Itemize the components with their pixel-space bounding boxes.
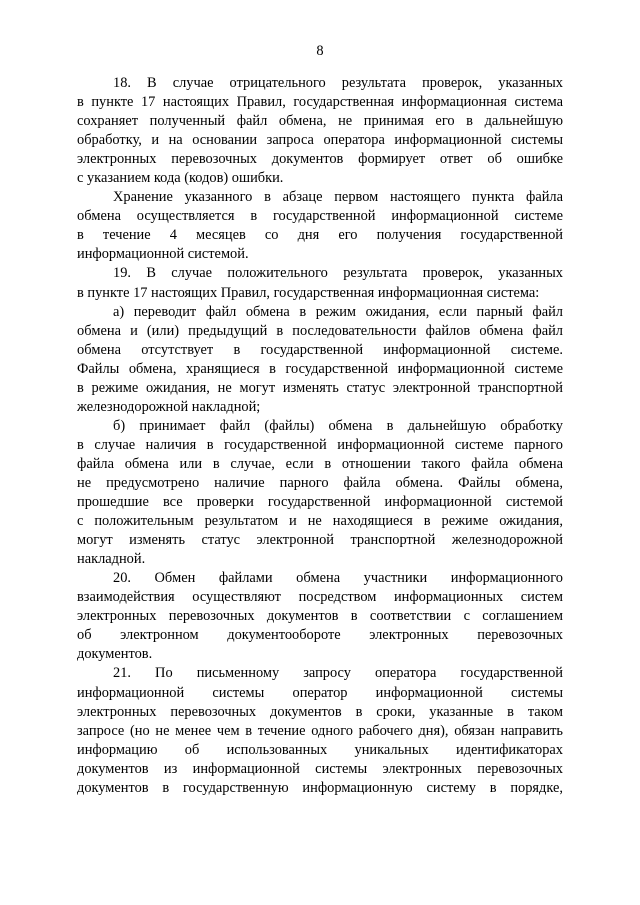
paragraph [77,188,563,264]
paragraph-line: запросе (но не менее чем в течение одного рабочего дня), обязан направить [77,722,563,739]
paragraph [77,417,563,569]
paragraph-line: информацию об использованных уникальных идентификаторах [77,741,563,758]
paragraph-line: обмена отсутствует в государственной информационной системе. [77,341,563,358]
paragraph-line: об электронном документообороте электронных перевозочных [77,627,563,644]
paragraph-line: документов. [77,646,153,663]
paragraph-line: железнодорожной накладной; [77,398,261,415]
paragraph-line: в пункте 17 настоящих Правил, государственная информационная система [77,94,563,111]
paragraph [77,664,563,797]
paragraph-line: накладной. [77,551,146,568]
paragraph-line: с положительным результатом и не находящиеся в режиме ожидания, [77,513,563,530]
paragraph-line: а) переводит файл обмена в режим ожидания, если парный файл [113,303,563,320]
document-body [77,74,563,798]
paragraph-line: документов из информационной системы электронных перевозочных [77,760,563,777]
paragraph-line: в режиме ожидания, не могут изменять статус электронной транспортной [77,379,563,396]
paragraph-line: файла обмена или в случае, если в отношении такого файла обмена [77,455,563,472]
paragraph-line: в пункте 17 настоящих Правил, государственная информационная система: [77,284,540,301]
paragraph-line: 19. В случае положительного результата проверок, указанных [113,265,563,282]
paragraph-line: обмена осуществляется в государственной информационной системе [77,208,563,225]
page-number: 8 [316,43,324,59]
paragraph-line: Файлы обмена, хранящиеся в государственной информационной системе [77,360,563,377]
paragraph-line: не предусмотрено наличие парного файла обмена. Файлы обмена, [77,474,563,491]
paragraph-line: прошедшие все проверки государственной информационной системой [77,494,563,511]
paragraph [77,303,563,417]
paragraph-line: информационной системы оператор информационной системы [77,684,563,701]
paragraph-line: в течение 4 месяцев со дня его получения государственной [77,227,563,244]
paragraph-line: б) принимает файл (файлы) обмена в дальнейшую обработку [113,417,563,434]
paragraph-line: электронных перевозочных документов в сроки, указанные в таком [77,703,563,720]
paragraph [77,569,563,664]
paragraph-line: Хранение указанного в абзаце первом настоящего пункта файла [113,189,563,206]
paragraph-line: обработку, и на основании запроса оператора информационной системы [77,132,563,149]
paragraph-line: в случае наличия в государственной информационной системе парного [77,436,563,453]
paragraph-line: документов в государственную информационную систему в порядке, [77,779,563,796]
paragraph-line: взаимодействия осуществляют посредством информационных систем [77,589,563,606]
paragraph-line: могут изменять статус электронной транспортной железнодорожной [77,532,563,549]
paragraph-line: 18. В случае отрицательного результата проверок, указанных [113,75,563,91]
paragraph-line: сохраняет полученный файл обмена, не принимая его в дальнейшую [77,113,563,130]
paragraph [77,264,563,302]
paragraph-line: информационной системой. [77,246,249,263]
paragraph-line: электронных перевозочных документов в соответствии с соглашением [77,608,563,625]
paragraph-line: с указанием кода (кодов) ошибки. [77,170,284,187]
paragraph-line: обмена и (или) предыдущий в последовательности файлов обмена файл [77,322,563,339]
paragraph [77,74,563,188]
paragraph-line: электронных перевозочных документов формирует ответ об ошибке [77,151,563,168]
paragraph-line: 21. По письменному запросу оператора государственной [113,665,563,682]
paragraph-line: 20. Обмен файлами обмена участники информационного [113,570,563,587]
